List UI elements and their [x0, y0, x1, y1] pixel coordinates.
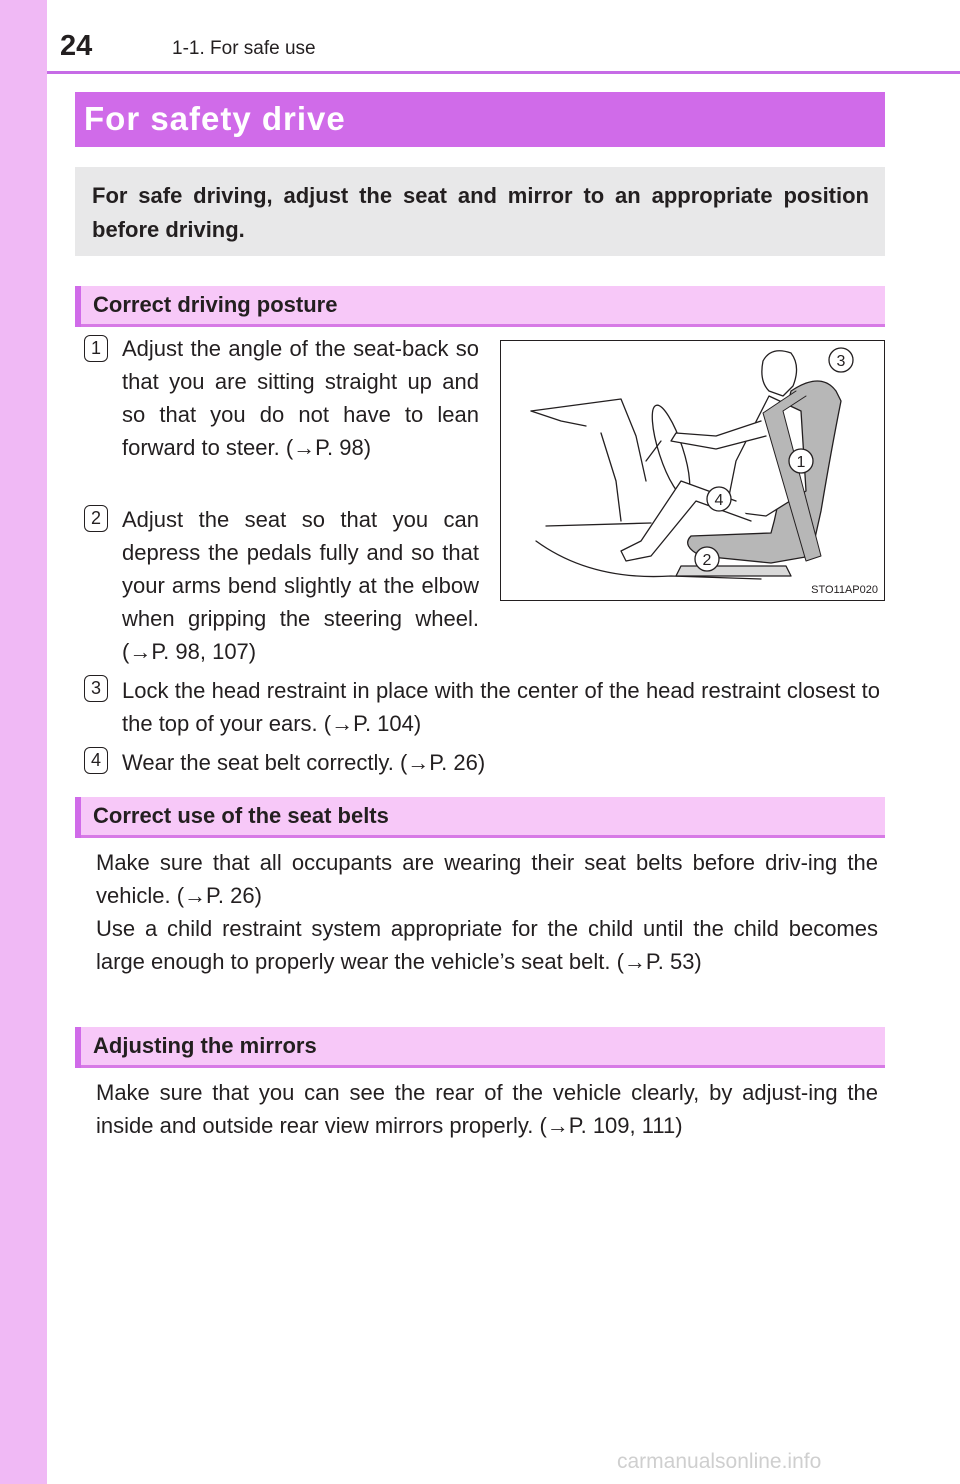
section-title: Correct driving posture: [93, 292, 338, 317]
callout-label: 4: [714, 492, 724, 509]
figure-code: STO11AP020: [811, 584, 878, 596]
page-title: For safety drive: [84, 100, 346, 137]
section-heading-posture: [75, 286, 885, 327]
section-heading-mirrors: [75, 1027, 885, 1068]
mirrors-paragraph: Make sure that you can see the rear of the vehicle clearly, by adjust-ing the inside and outside rear view mirrors properly. (→P. 109, 111): [96, 1080, 878, 1138]
dashboard-line: [531, 399, 646, 481]
driver-seat-drawing: [501, 341, 883, 599]
section-title: Correct use of the seat belts: [93, 803, 389, 828]
driving-posture-illustration: [500, 340, 885, 601]
callout-label: 1: [796, 454, 806, 471]
step-text: Wear the seat belt correctly. (→P. 26): [122, 750, 486, 775]
heading-accent-bar: [75, 1027, 81, 1068]
seat-rail: [676, 566, 791, 576]
child-restraint-paragraph: Use a child restraint system appropriate for the child until the child becomes large enough to properly wear the vehicle’s seat belt. (→P. 53): [96, 916, 878, 974]
step-number: 3: [84, 675, 108, 702]
step-number: 2: [84, 505, 108, 532]
page-number: 24: [60, 30, 93, 62]
section-heading-seatbelts: [75, 797, 885, 838]
step-text: Adjust the seat so that you can depress the pedals fully and so that your arms bend slightly at the elbow when gripping the steering wheel. (→P. 98, 107): [122, 507, 479, 664]
step-number: 1: [84, 335, 108, 362]
driver-head: [762, 351, 797, 396]
step-number: 4: [84, 747, 108, 774]
section-title: Adjusting the mirrors: [93, 1033, 317, 1058]
section-label: 1-1. For safe use: [172, 38, 316, 59]
callout-label: 3: [836, 353, 846, 370]
seatbelt-paragraph: Make sure that all occupants are wearing their seat belts before driv-ing the vehicle. (→P. 26): [96, 850, 878, 908]
header-divider: [47, 71, 960, 74]
intro-text: For safe driving, adjust the seat and mirror to an appropriate position before driving.: [92, 183, 869, 242]
step-text: Lock the head restraint in place with the center of the head restraint closest to the top of your ears. (→P. 104): [122, 678, 880, 736]
floor-line: [546, 523, 651, 526]
heading-accent-bar: [75, 797, 81, 838]
watermark: carmanualsonline.info: [617, 1450, 822, 1473]
side-tab-bar: [0, 0, 47, 1484]
step-text: Adjust the angle of the seat-back so that you are sitting straight up and so that you do not have to lean forward to steer. (→P. 98): [122, 336, 479, 460]
heading-accent-bar: [75, 286, 81, 327]
callout-label: 2: [702, 552, 712, 569]
